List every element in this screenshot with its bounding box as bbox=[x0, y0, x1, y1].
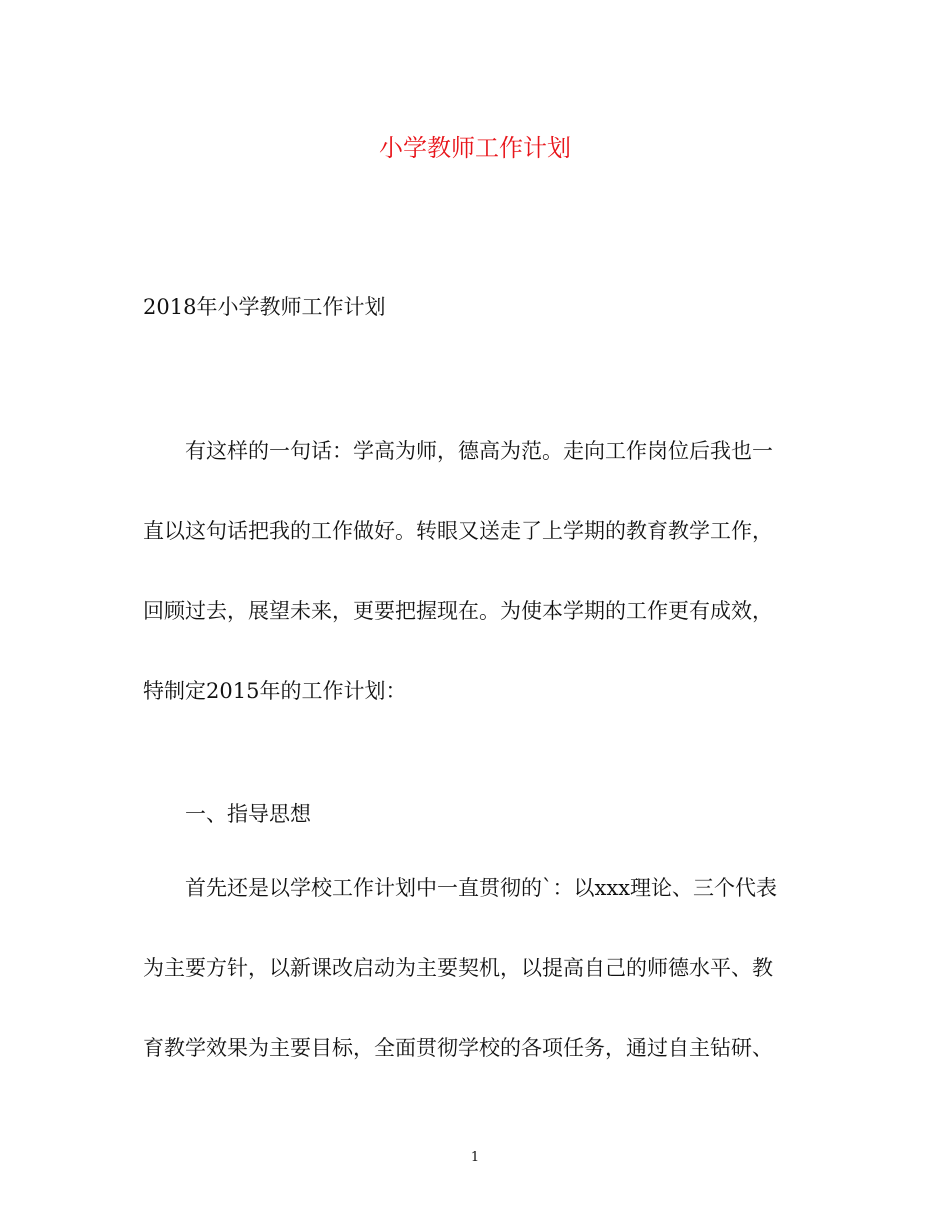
document-title: 小学教师工作计划 bbox=[379, 134, 571, 162]
section-line: 为主要方针，以新课改启动为主要契机，以提高自己的师德水平、教 bbox=[143, 956, 773, 980]
intro-line: 回顾过去，展望未来，更要把握现在。为使本学期的工作更有成效， bbox=[143, 599, 773, 623]
page-number: 1 bbox=[470, 1150, 480, 1165]
intro-line: 特制定2015年的工作计划： bbox=[143, 679, 407, 703]
intro-line: 有这样的一句话：学高为师，德高为范。走向工作岗位后我也一 bbox=[185, 439, 773, 463]
intro-line: 直以这句话把我的工作做好。转眼又送走了上学期的教育教学工作， bbox=[143, 519, 773, 543]
section-line: 首先还是以学校工作计划中一直贯彻的`：以xxx理论、三个代表 bbox=[185, 876, 778, 900]
section-heading: 一、指导思想 bbox=[185, 802, 311, 826]
section-paragraph bbox=[143, 871, 808, 1111]
document-subtitle: 2018年小学教师工作计划 bbox=[143, 295, 386, 319]
section-line: 育教学效果为主要目标，全面贯彻学校的各项任务，通过自主钻研、 bbox=[143, 1036, 773, 1060]
intro-paragraph bbox=[143, 434, 808, 754]
